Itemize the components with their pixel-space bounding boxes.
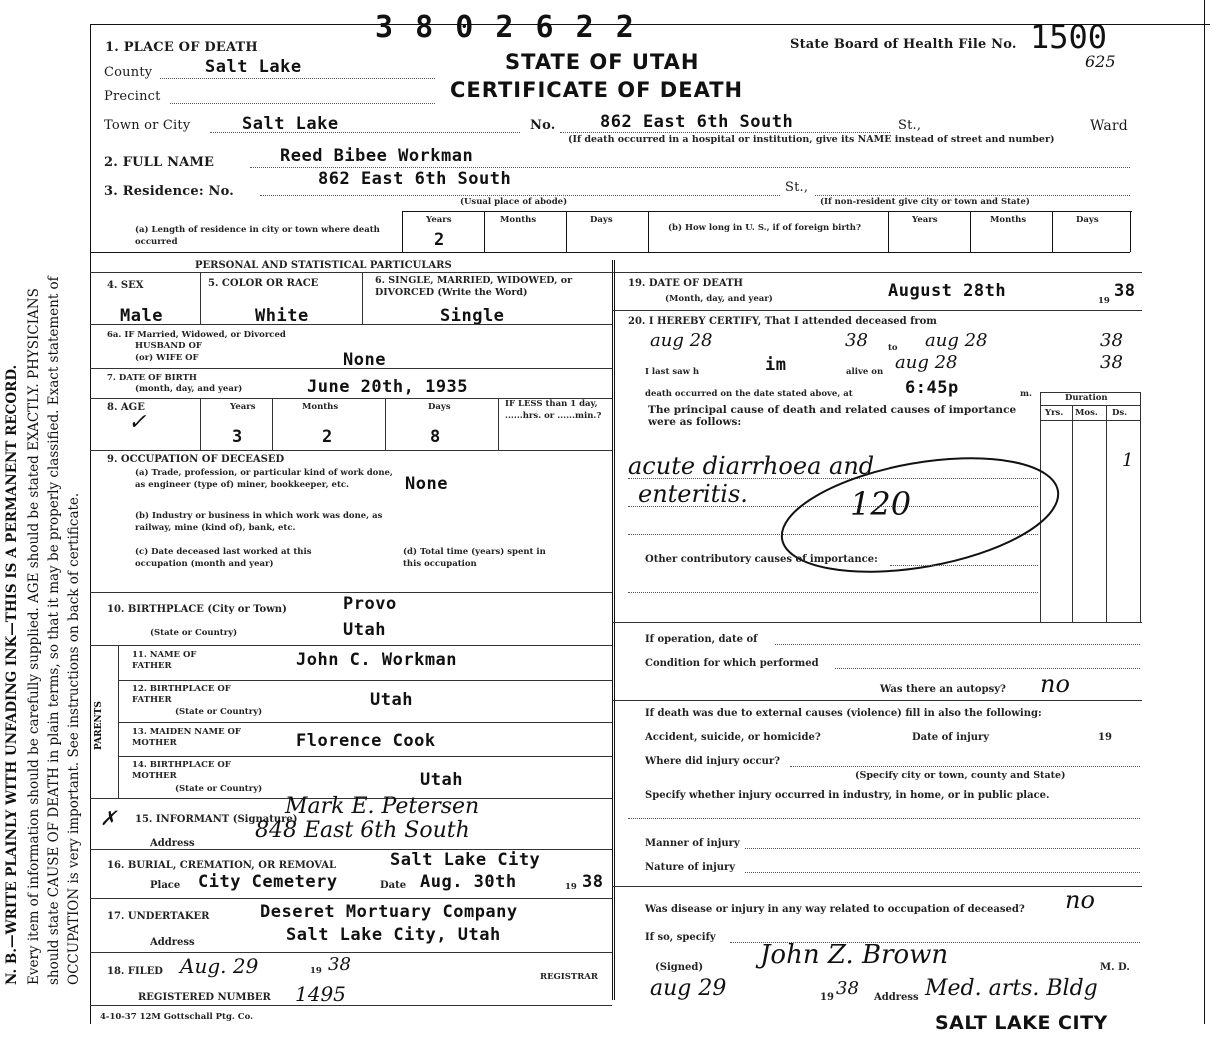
age-years-header: Years [230, 402, 256, 412]
mother-birth-label: 14. BIRTHPLACE OF MOTHER [132, 760, 231, 781]
death-date-label: 19. DATE OF DEATH [628, 278, 743, 289]
birthplace-label: 10. BIRTHPLACE (City or Town) [107, 604, 287, 615]
color-label: 5. COLOR OR RACE [208, 278, 319, 289]
occupation-c-label: (c) Date deceased last worked at this occupation (month and year) [135, 547, 312, 569]
parents-side-label: PARENTS [94, 701, 104, 750]
res-years-header: Years [426, 215, 452, 225]
side-note-2: Every item of information should be carefully supplied. AGE should be stated EXACTLY. PHYSICIANS [26, 288, 42, 985]
foreign-days-header: Days [1076, 215, 1099, 225]
mother-value: Florence Cook [296, 731, 436, 751]
residence-label: 3. Residence: No. [104, 184, 235, 199]
father-birth-value: Utah [370, 690, 413, 710]
sex-value: Male [120, 306, 163, 326]
birthplace-state-label: (State or Country) [150, 628, 238, 638]
undertaker-address: Salt Lake City, Utah [286, 925, 501, 945]
side-note-3: should state CAUSE OF DEATH in plain terms, so that it may be properly classified. Exact statement of [46, 276, 62, 985]
cause-line-1: acute diarrhoea and [628, 452, 875, 480]
burial-date: Aug. 30th [420, 872, 517, 892]
death-year-prefix: 19 [1098, 296, 1110, 306]
autopsy-label: Was there an autopsy? [880, 684, 1006, 695]
occupation-related-value: no [1065, 886, 1095, 914]
accident-label: Accident, suicide, or homicide? [645, 732, 821, 743]
length-residence-label: (a) Length of residence in city or town where death occurred [135, 225, 380, 247]
cause-code: 120 [850, 485, 912, 523]
occupation-b-label: (b) Industry or business in which work was done, as railway, mine (kind of), bank, etc. [135, 511, 383, 533]
file-number-sub: 625 [1085, 52, 1116, 71]
res-days-header: Days [590, 215, 613, 225]
mother-birth-value: Utah [420, 770, 463, 790]
operation-label: If operation, date of [645, 634, 758, 645]
external-causes-label: If death was due to external causes (violence) fill in also the following: [645, 708, 1042, 719]
certify-label: 20. I HEREBY CERTIFY, That I attended deceased from [628, 316, 937, 327]
where-injury-label: Where did injury occur? [645, 756, 781, 767]
side-note-4: OCCUPATION is very important. See instructions on back of certificate. [66, 492, 82, 985]
signed-label: (Signed) [655, 962, 704, 973]
usual-abode-note: (Usual place of abode) [460, 197, 568, 207]
age-check-mark: ✓ [128, 410, 147, 435]
personal-header: PERSONAL AND STATISTICAL PARTICULARS [195, 260, 452, 271]
death-date-value: August 28th [888, 281, 1007, 301]
duration-years: Yrs. [1045, 408, 1064, 418]
nonresident-note: (If non-resident give city or town and State) [820, 197, 1030, 207]
ward-label: Ward [1090, 118, 1128, 134]
injury-date-label: Date of injury [912, 732, 990, 743]
death-year: 38 [1114, 281, 1136, 301]
death-occurred-label: death occurred on the date stated above, at [645, 389, 853, 399]
attended-from-year: 38 [845, 330, 868, 351]
mother-label: 13. MAIDEN NAME OF MOTHER [132, 727, 241, 748]
marital-label: 6. SINGLE, MARRIED, WIDOWED, or DIVORCED (Write the Word) [375, 275, 573, 298]
duration-days: Ds. [1112, 408, 1128, 418]
town-label: Town or City [104, 118, 191, 133]
birthplace-city: Provo [343, 594, 397, 614]
last-saw-value: im [765, 355, 787, 375]
attended-to: aug 28 [925, 330, 988, 351]
cause-label: The principal cause of death and related causes of importance were as follows: [648, 404, 1017, 428]
file-number-label: State Board of Health File No. [790, 37, 1017, 52]
alive-on-label: alive on [846, 367, 884, 377]
attended-to-label: to [888, 343, 898, 353]
burial-year: 38 [582, 872, 604, 892]
death-time-m: m. [1020, 389, 1032, 399]
city-stamp: SALT LAKE CITY [935, 1012, 1108, 1034]
spouse-value: None [343, 350, 386, 370]
informant-label: 15. INFORMANT (Signature) [135, 814, 298, 825]
contributory-label: Other contributory causes of importance: [645, 554, 878, 565]
less-than-day-label: IF LESS than 1 day, ......hrs. or ......min.? [505, 399, 602, 421]
md-label: M. D. [1100, 962, 1130, 973]
attended-from: aug 28 [650, 330, 713, 351]
occupation-a-label: (a) Trade, profession, or particular kind of work done, as engineer (type of) miner, bookkeeper, etc. [135, 468, 393, 490]
serial-number: 3 8 0 2 6 2 2 [375, 10, 636, 45]
informant-address-label: Address [150, 838, 195, 849]
street-label: St., [898, 118, 922, 133]
duration-months: Mos. [1075, 408, 1098, 418]
precinct-label: Precinct [104, 89, 161, 104]
father-birth-sub: (State or Country) [175, 707, 263, 717]
attended-to-year: 38 [1100, 330, 1123, 351]
burial-place: City Cemetery [198, 872, 338, 892]
age-days-value: 8 [430, 427, 441, 447]
registrar-label: REGISTRAR [540, 972, 598, 982]
registered-number-label: REGISTERED NUMBER [138, 992, 271, 1003]
burial-place-label: Place [150, 880, 181, 891]
sex-label: 4. SEX [107, 280, 144, 291]
spouse-label-2: HUSBAND OF [135, 341, 202, 351]
full-name-label: 2. FULL NAME [104, 155, 215, 170]
signature-date: aug 29 [650, 976, 727, 1001]
alive-on-date: aug 28 [895, 352, 958, 373]
foreign-years-header: Years [912, 215, 938, 225]
undertaker-address-label: Address [150, 937, 195, 948]
dob-label: 7. DATE OF BIRTH [107, 373, 197, 383]
town-value: Salt Lake [242, 114, 339, 134]
county-value: Salt Lake [205, 57, 302, 77]
filed-year-prefix: 19 [310, 966, 322, 976]
manner-label: Manner of injury [645, 838, 740, 849]
last-saw-label: I last saw h [645, 367, 700, 377]
signature-address: Med. arts. Bldg [925, 976, 1098, 1001]
age-days-header: Days [428, 402, 451, 412]
signature-address-label: Address [874, 992, 919, 1003]
certificate-title: CERTIFICATE OF DEATH [450, 78, 744, 102]
occupation-a-value: None [405, 474, 448, 494]
mother-birth-sub: (State or Country) [175, 784, 263, 794]
spouse-label-3: (or) WIFE OF [135, 353, 199, 363]
filed-label: 18. FILED [107, 966, 163, 977]
filed-date: Aug. 29 [180, 954, 259, 978]
condition-label: Condition for which performed [645, 658, 819, 669]
res-months-header: Months [500, 215, 537, 225]
death-time: 6:45p [905, 378, 959, 398]
occupation-related-label: Was disease or injury in any way related to occupation of deceased? [645, 904, 1025, 915]
hospital-note: (If death occurred in a hospital or institution, give its NAME instead of street and number) [568, 134, 1055, 145]
residence-value: 862 East 6th South [318, 169, 512, 189]
foreign-birth-label: (b) How long in U. S., if of foreign birth? [668, 223, 861, 233]
spouse-label-1: 6a. IF Married, Widowed, or Divorced [107, 330, 286, 340]
printer-note: 4-10-37 12M Gottschall Ptg. Co. [100, 1012, 254, 1022]
burial-value: Salt Lake City [390, 850, 541, 870]
filed-year: 38 [328, 954, 351, 975]
res-years-value: 2 [434, 230, 445, 250]
where-injury-sub: (Specify city or town, county and State) [855, 770, 1066, 781]
autopsy-value: no [1040, 670, 1070, 698]
dob-value: June 20th, 1935 [307, 377, 469, 397]
side-note-1: N. B.—WRITE PLAINLY WITH UNFADING INK—THIS IS A PERMANENT RECORD. [4, 364, 20, 985]
death-date-sub: (Month, day, and year) [665, 294, 773, 304]
place-of-death-label: 1. PLACE OF DEATH [105, 40, 258, 55]
occupation-d-label: (d) Total time (years) spent in this occupation [403, 547, 546, 569]
color-value: White [255, 306, 309, 326]
full-name-value: Reed Bibee Workman [280, 146, 474, 166]
duration-value: 1 [1122, 450, 1134, 471]
duration-header: Duration [1065, 393, 1108, 403]
residence-st-label: St., [785, 180, 809, 195]
county-label: County [104, 65, 153, 80]
occupation-label: 9. OCCUPATION OF DECEASED [107, 454, 285, 465]
signature-year: 38 [836, 978, 859, 999]
if-so-label: If so, specify [645, 932, 716, 943]
file-number: 1500 [1030, 18, 1108, 56]
nature-label: Nature of injury [645, 862, 736, 873]
foreign-months-header: Months [990, 215, 1027, 225]
birthplace-state: Utah [343, 620, 386, 640]
father-value: John C. Workman [296, 650, 458, 670]
undertaker-label: 17. UNDERTAKER [107, 911, 210, 922]
age-months-value: 2 [322, 427, 333, 447]
informant-x-mark: ✗ [100, 806, 117, 830]
state-title: STATE OF UTAH [505, 50, 700, 74]
burial-year-prefix: 19 [565, 882, 577, 892]
injury-year-prefix: 19 [1098, 732, 1112, 743]
age-years-value: 3 [232, 427, 243, 447]
burial-date-label: Date [380, 880, 407, 891]
physician-signature: John Z. Brown [760, 940, 949, 970]
street-no-value: 862 East 6th South [600, 112, 794, 132]
informant-address: 848 East 6th South [255, 818, 470, 843]
alive-on-year: 38 [1100, 352, 1123, 373]
cause-line-2: enteritis. [638, 480, 748, 508]
signature-year-prefix: 19 [820, 992, 834, 1003]
informant-name: Mark E. Petersen [285, 794, 480, 819]
age-months-header: Months [302, 402, 339, 412]
father-label: 11. NAME OF FATHER [132, 650, 197, 671]
burial-label: 16. BURIAL, CREMATION, OR REMOVAL [107, 860, 337, 871]
father-birth-label: 12. BIRTHPLACE OF FATHER [132, 684, 231, 705]
dob-sub: (month, day, and year) [135, 384, 243, 394]
street-no-label: No. [530, 118, 556, 133]
specify-injury-label: Specify whether injury occurred in industry, in home, or in public place. [645, 790, 1050, 801]
registered-number: 1495 [295, 982, 346, 1006]
undertaker-value: Deseret Mortuary Company [260, 902, 518, 922]
marital-value: Single [440, 306, 505, 326]
age-label: 8. AGE [107, 402, 145, 413]
